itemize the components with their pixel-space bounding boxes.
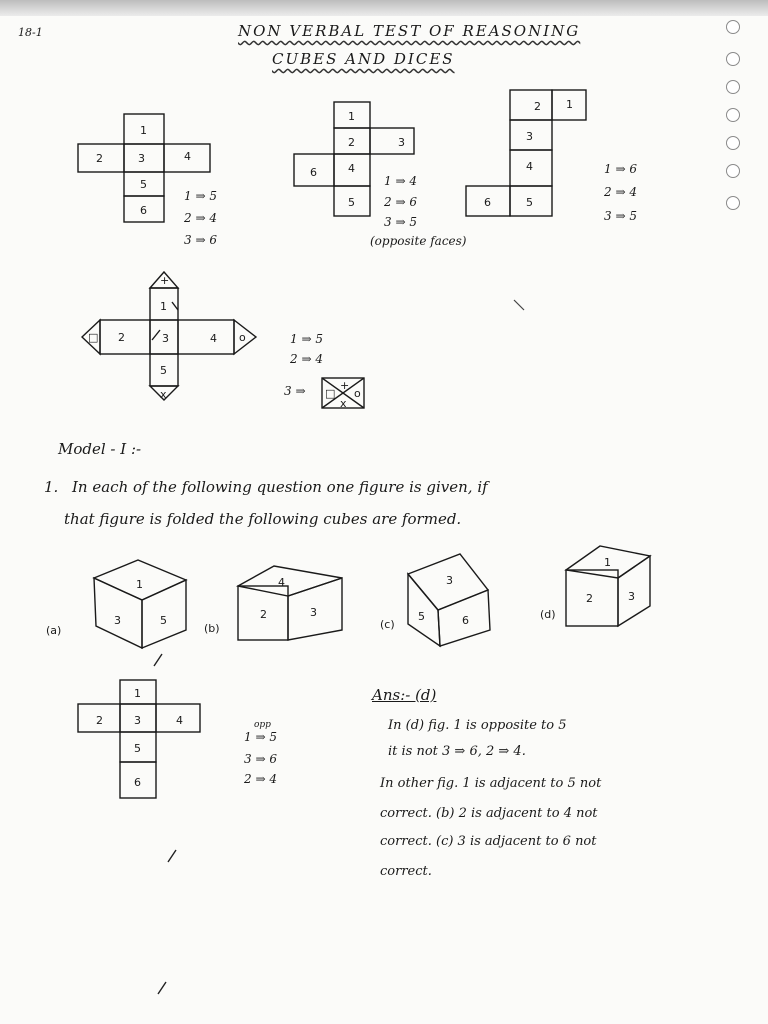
punch-hole-icon: [726, 108, 740, 122]
net3-face: 1: [566, 98, 573, 111]
cube-b-left: 2: [260, 608, 267, 621]
net2-pair: 3 ⇒ 5: [384, 215, 417, 229]
net4-symbol: o: [354, 387, 361, 400]
pen-mark-icon: [164, 846, 184, 866]
cube-option-a: [44, 556, 194, 652]
cube-c-top: 3: [446, 574, 453, 587]
net1-face: 6: [140, 204, 147, 217]
net5-pair: 3 ⇒ 6: [244, 752, 277, 766]
net3-face: 6: [484, 196, 491, 209]
opposite-faces-note: (opposite faces): [370, 234, 467, 248]
net1-face: 5: [140, 178, 147, 191]
net3-face: 4: [526, 160, 533, 173]
net2-face: 1: [348, 110, 355, 123]
net2-pair: 1 ⇒ 4: [384, 174, 417, 188]
net3-pair: 3 ⇒ 5: [604, 209, 637, 223]
net5-face: 1: [134, 687, 141, 700]
net3-pair: 2 ⇒ 4: [604, 185, 637, 199]
punch-hole-icon: [726, 196, 740, 210]
cube-net-3: [462, 86, 602, 222]
question-line-1: In each of the following question one figure is given, if: [72, 478, 488, 496]
cube-option-d: [536, 540, 656, 640]
punch-hole-icon: [726, 164, 740, 178]
net2-face: 2: [348, 136, 355, 149]
pen-mark-icon: [154, 978, 174, 998]
punch-hole-icon: [726, 20, 740, 34]
cube-option-b: [202, 556, 352, 646]
net3-pair: 1 ⇒ 6: [604, 162, 637, 176]
cube-b-label: (b): [204, 622, 220, 635]
net4-face: 3: [162, 332, 169, 345]
answer-heading: Ans:- (d): [372, 686, 437, 704]
net4-symbol: □: [325, 387, 336, 400]
answer-line: In other fig. 1 is adjacent to 5 not: [380, 776, 602, 791]
net2-face: 4: [348, 162, 355, 175]
pen-mark-icon: [510, 296, 530, 316]
net1-face: 4: [184, 150, 191, 163]
cube-d-right: 3: [628, 590, 635, 603]
punch-hole-icon: [726, 136, 740, 150]
net4-symbol: o: [239, 331, 246, 344]
cube-c-label: (c): [380, 618, 395, 631]
cube-net-4: [76, 266, 266, 408]
net2-face: 5: [348, 196, 355, 209]
net4-pair: 3 ⇒: [284, 384, 306, 398]
net4-symbol: x: [160, 388, 167, 401]
net5-face: 6: [134, 776, 141, 789]
net4-symbol: □: [88, 331, 99, 344]
cube-b-top: 4: [278, 576, 285, 589]
answer-line: In (d) fig. 1 is opposite to 5: [388, 718, 567, 733]
net1-pair: 1 ⇒ 5: [184, 189, 217, 203]
question-number: 1.: [44, 478, 59, 496]
net2-pair: 2 ⇒ 6: [384, 195, 417, 209]
net3-face: 2: [534, 100, 541, 113]
net5-face: 2: [96, 714, 103, 727]
cube-net-5: [74, 678, 214, 802]
net5-face: 3: [134, 714, 141, 727]
cube-b-right: 3: [310, 606, 317, 619]
net5-pair: 2 ⇒ 4: [244, 772, 277, 786]
page-mark: 18-1: [18, 26, 43, 39]
page-subtitle: CUBES AND DICES: [272, 50, 455, 68]
answer-line: correct.: [380, 864, 432, 879]
net5-face: 5: [134, 742, 141, 755]
net1-pair: 3 ⇒ 6: [184, 233, 217, 247]
model-heading: Model - I :-: [58, 440, 142, 458]
page-title: NON VERBAL TEST OF REASONING: [238, 22, 581, 40]
cube-a-label: (a): [46, 624, 62, 637]
cube-d-top: 1: [604, 556, 611, 569]
net3-face: 5: [526, 196, 533, 209]
punch-hole-icon: [726, 52, 740, 66]
cube-a-right: 5: [160, 614, 167, 627]
net4-symbol: +: [160, 274, 170, 287]
net2-face: 6: [310, 166, 317, 179]
answer-line: it is not 3 ⇒ 6, 2 ⇒ 4.: [388, 744, 526, 759]
net3-face: 3: [526, 130, 533, 143]
net4-pair: 1 ⇒ 5: [290, 332, 323, 346]
answer-line: correct. (b) 2 is adjacent to 4 not: [380, 806, 598, 821]
net1-face: 1: [140, 124, 147, 137]
net1-face: 3: [138, 152, 145, 165]
punch-hole-icon: [726, 80, 740, 94]
cube-a-top: 1: [136, 578, 143, 591]
net2-face: 3: [398, 136, 405, 149]
net4-symbol: x: [340, 397, 347, 410]
net4-face: 1: [160, 300, 167, 313]
net5-pair: 1 ⇒ 5: [244, 730, 277, 744]
cube-d-left: 2: [586, 592, 593, 605]
net1-face: 2: [96, 152, 103, 165]
net4-face: 4: [210, 332, 217, 345]
cube-c-right: 6: [462, 614, 469, 627]
net4-face: 2: [118, 331, 125, 344]
question-line-2: that figure is folded the following cubes are formed.: [64, 510, 462, 528]
cube-c-left: 5: [418, 610, 425, 623]
net4-symbol: +: [340, 379, 350, 392]
net4-pair: 2 ⇒ 4: [290, 352, 323, 366]
net4-face: 5: [160, 364, 167, 377]
net1-pair: 2 ⇒ 4: [184, 211, 217, 225]
net5-opp-label: opp: [254, 720, 271, 730]
net5-face: 4: [176, 714, 183, 727]
answer-line: correct. (c) 3 is adjacent to 6 not: [380, 834, 597, 849]
cube-d-label: (d): [540, 608, 556, 621]
scan-top-edge: [0, 0, 768, 16]
cube-a-left: 3: [114, 614, 121, 627]
pen-mark-icon: [150, 650, 170, 670]
cube-option-c: [378, 550, 510, 650]
cube-top-symbols-icon: [320, 376, 368, 412]
